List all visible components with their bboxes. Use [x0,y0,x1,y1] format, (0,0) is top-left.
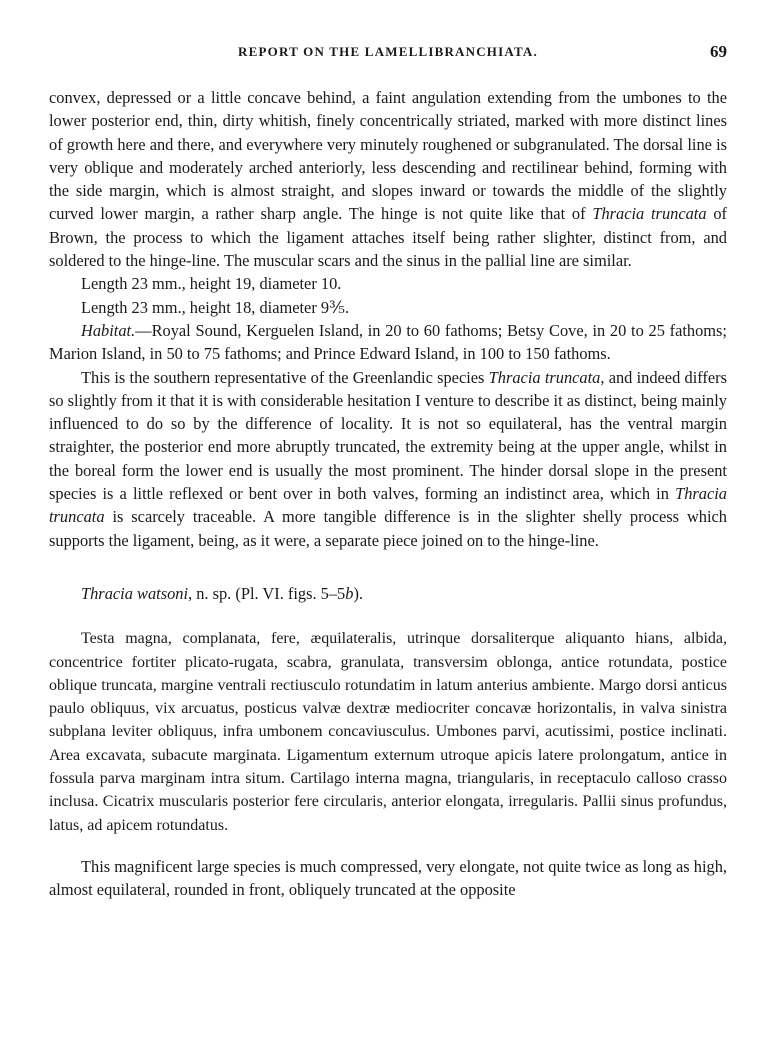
page-number: 69 [710,42,727,61]
paragraph-description-end: convex, depressed or a little concave behind, a faint angulation extending from the umbones to the lower posterior end, thin, dirty whitish, finely concentrically striated, marked with more distinct lines of growth here and there, and everywhere very minutely roughened or subgranulated. The dorsal line is very oblique and moderately arched anteriorly, less descending and rectilinear behind, forming with the side margin, which is almost straight, and slopes inward or towards the middle of the slightly curved lower margin, a rather sharp angle. The hinge is not quite like that of Thracia truncata of Brown, the process to which the ligament attaches itself being rather slighter, distinct from, and soldered to the hinge-line. The muscular scars and the sinus in the pallial line are similar. [49,88,727,271]
body-text [49,86,727,902]
species-heading: Thracia watsoni, n. sp. (Pl. VI. figs. 5–5b). [81,583,364,603]
habitat-label: Habitat. [81,320,136,340]
measurement-line-2: Length 23 mm., height 18, diameter 9⅗. [81,297,350,317]
running-header [49,44,727,66]
final-paragraph: This magnificent large species is much compressed, very elongate, not quite twice as long as high, almost equilateral, rounded in front, obliquely truncated at the opposite [49,856,727,900]
running-title: REPORT ON THE LAMELLIBRANCHIATA. [238,44,538,59]
comparison-paragraph: This is the southern representative of the Greenlandic species Thracia truncata, and indeed differs so slightly from it that it is with considerable hesitation I venture to describe it as distinct, being mainly influenced to do so by the difference of locality. It is not so equilateral, has the ventral margin straighter, the posterior end more abruptly truncated, the extremity being at the upper angle, whilst in the boreal form the lower end is usually the most prominent. The hinder dorsal slope in the present species is a little reflexed or bent over in both valves, forming an indistinct area, which in Thracia truncata is scarcely traceable. A more tangible difference is in the slighter shelly process which supports the ligament, being, as it were, a separate piece joined on to the hinge-line. [49,367,727,550]
habitat-paragraph: Habitat.—Royal Sound, Kerguelen Island, in 20 to 60 fathoms; Betsy Cove, in 20 to 25 fathoms; Marion Island, in 50 to 75 fathoms; and Prince Edward Island, in 100 to 150 fathoms. [49,320,727,364]
measurement-line-1: Length 23 mm., height 19, diameter 10. [81,274,342,294]
latin-description: Testa magna, complanata, fere, æquilateralis, utrinque dorsaliterque aliquanto hians, albida, concentrice fortiter plicato-rugata, scabra, granulata, transversim oblonga, antice rotundata, postice oblique truncata, margine ventrali rectiusculo rotundatim in latum anterius ambiente. Margo dorsi anticus paulo obliquus, vix arcuatus, posticus valvæ dextræ mediocriter concavæ horizontalis, in valva sinistra subplana leviter obliquus, infra umbonem concaviusculus. Umbones parvi, acutissimi, postice inclinati. Area excavata, subacute marginata. Ligamentum externum utroque apicis latere prolongatum, antice in fossula parva marginam intra situm. Cartilago interna magna, triangularis, in receptaculo calloso crasso inclusa. Cicatrix muscularis posterior fere circularis, anterior elongata, irregularis. Pallii sinus profundus, latus, ad apicem rotundatus. [49,630,727,834]
